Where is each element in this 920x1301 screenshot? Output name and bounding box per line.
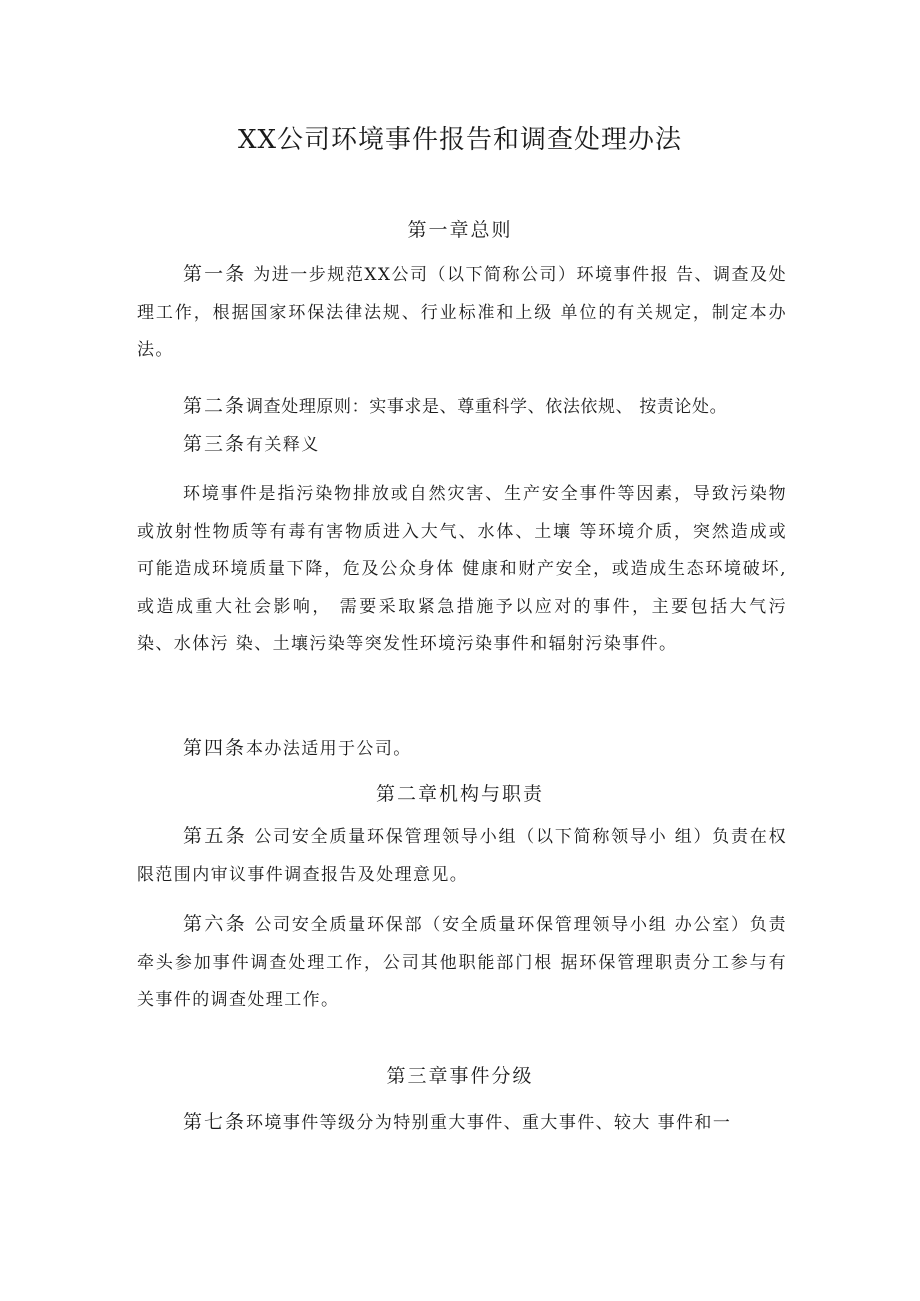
chapter-heading-1: 第一章总则: [407, 219, 513, 241]
chapter-heading-2: 第二章机构与职责: [375, 783, 544, 805]
article-text: 环境事件等级分为特别重大事件、重大事件、较大 事件和一: [246, 1113, 732, 1133]
article-2: [137, 388, 787, 427]
article-text: 公司安全质量环保部（安全质量环保管理领导小组 办公室）负责牵头参加事件调查处理工作，公司其他职能部门根 据环保管理职责分工参与有关事件的调查处理工作。: [137, 915, 787, 1010]
article-6: [137, 906, 787, 1020]
article-label: 第六条: [183, 913, 248, 935]
article-text: 有关释义: [246, 435, 320, 455]
article-label: 第三条: [183, 433, 247, 455]
article-label: 第七条: [183, 1111, 247, 1133]
chapter-heading-3: 第三章事件分级: [386, 1065, 534, 1087]
article-text: 本办法适用于公司。: [246, 739, 412, 759]
article-text: 调查处理原则：实事求是、尊重科学、依法依规、 按责论处。: [246, 397, 728, 417]
article-label: 第五条: [183, 825, 248, 847]
article-text: 为进一步规范XX公司（以下简称公司）环境事件报 告、调查及处理工作，根据国家环保法律法规、行业标准和上级 单位的有关规定，制定本办法。: [137, 265, 787, 360]
article-3: [137, 426, 787, 465]
article-text: 公司安全质量环保管理领导小组（以下简称领导小 组）负责在权限范围内审议事件调查报告及处理意见。: [137, 827, 787, 885]
article-4: [137, 730, 787, 769]
article-1: [137, 256, 787, 370]
article-label: 第四条: [183, 737, 247, 759]
article-5: [137, 818, 787, 894]
article-3-body: 环境事件是指污染物排放或自然灾害、生产安全事件等因素，导致污染物或放射性物质等有毒有害物质进入大气、水体、土壤 等环境介质，突然造成或可能造成环境质量下降，危及公众身体 健康和财产安全，或造成生态环境破坏,或造成重大社会影响， 需要采取紧急措施予以应对的事件，主要包括大气污染、水体污 染、土壤污染等突发性环境污染事件和辐射污染事件。: [137, 484, 787, 654]
article-7: [137, 1104, 787, 1143]
document-title: XX公司环境事件报告和调查处理办法: [237, 125, 683, 155]
article-label: 第二条: [183, 395, 247, 417]
article-label: 第一条: [183, 263, 247, 285]
